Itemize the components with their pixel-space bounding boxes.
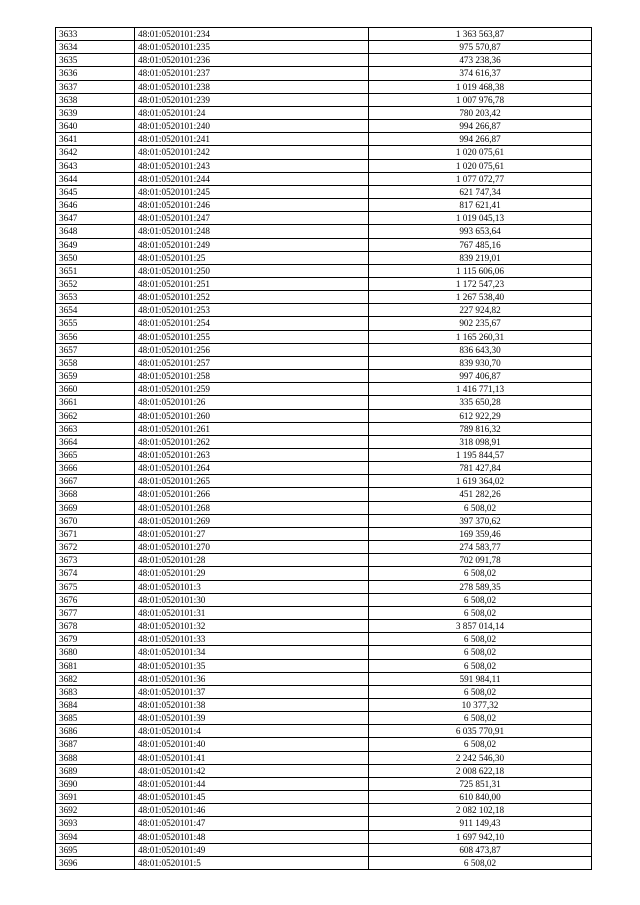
table-row (56, 804, 592, 817)
cadastral-value: 10 377,32 (369, 698, 592, 711)
cadastral-value: 1 019 468,38 (369, 80, 592, 93)
cadastral-value: 911 149,43 (369, 817, 592, 830)
row-number: 3665 (56, 449, 135, 462)
table-row (56, 791, 592, 804)
table-row (56, 646, 592, 659)
cadastral-number: 48:01:0520101:254 (135, 317, 369, 330)
table-row (56, 199, 592, 212)
cadastral-number: 48:01:0520101:248 (135, 225, 369, 238)
cadastral-value: 1 619 364,02 (369, 475, 592, 488)
table-row (56, 462, 592, 475)
cadastral-number: 48:01:0520101:237 (135, 67, 369, 80)
cadastral-value: 2 008 622,18 (369, 764, 592, 777)
cadastral-number: 48:01:0520101:255 (135, 330, 369, 343)
cadastral-value: 1 697 942,10 (369, 830, 592, 843)
table-row (56, 251, 592, 264)
row-number: 3681 (56, 659, 135, 672)
cadastral-number: 48:01:0520101:264 (135, 462, 369, 475)
cadastral-number: 48:01:0520101:37 (135, 685, 369, 698)
table-row (56, 225, 592, 238)
cadastral-number: 48:01:0520101:45 (135, 791, 369, 804)
row-number: 3644 (56, 172, 135, 185)
cadastral-number: 48:01:0520101:39 (135, 712, 369, 725)
cadastral-value: 2 242 546,30 (369, 751, 592, 764)
row-number: 3677 (56, 606, 135, 619)
table-row (56, 541, 592, 554)
cadastral-value: 994 266,87 (369, 133, 592, 146)
row-number: 3638 (56, 93, 135, 106)
table-row (56, 830, 592, 843)
row-number: 3653 (56, 291, 135, 304)
row-number: 3689 (56, 764, 135, 777)
cadastral-number: 48:01:0520101:236 (135, 54, 369, 67)
table-row (56, 580, 592, 593)
cadastral-number: 48:01:0520101:32 (135, 620, 369, 633)
table-row (56, 277, 592, 290)
table-row (56, 304, 592, 317)
row-number: 3694 (56, 830, 135, 843)
cadastral-value: 278 589,35 (369, 580, 592, 593)
cadastral-number: 48:01:0520101:252 (135, 291, 369, 304)
table-row (56, 606, 592, 619)
cadastral-number: 48:01:0520101:256 (135, 343, 369, 356)
row-number: 3678 (56, 620, 135, 633)
cadastral-value: 1 007 976,78 (369, 93, 592, 106)
row-number: 3663 (56, 422, 135, 435)
row-number: 3633 (56, 28, 135, 41)
row-number: 3682 (56, 672, 135, 685)
cadastral-number: 48:01:0520101:270 (135, 541, 369, 554)
cadastral-value: 1 077 072,77 (369, 172, 592, 185)
cadastral-number: 48:01:0520101:251 (135, 277, 369, 290)
row-number: 3680 (56, 646, 135, 659)
cadastral-number: 48:01:0520101:5 (135, 856, 369, 869)
row-number: 3695 (56, 843, 135, 856)
cadastral-value: 1 416 771,13 (369, 383, 592, 396)
cadastral-value: 6 508,02 (369, 606, 592, 619)
cadastral-value: 1 267 538,40 (369, 291, 592, 304)
table-row (56, 738, 592, 751)
cadastral-value: 1 019 045,13 (369, 212, 592, 225)
row-number: 3666 (56, 462, 135, 475)
cadastral-value: 994 266,87 (369, 120, 592, 133)
cadastral-number: 48:01:0520101:240 (135, 120, 369, 133)
row-number: 3643 (56, 159, 135, 172)
row-number: 3688 (56, 751, 135, 764)
cadastral-number: 48:01:0520101:268 (135, 501, 369, 514)
cadastral-number: 48:01:0520101:234 (135, 28, 369, 41)
cadastral-value: 789 816,32 (369, 422, 592, 435)
cadastral-value: 1 020 075,61 (369, 159, 592, 172)
cadastral-value: 6 508,02 (369, 659, 592, 672)
cadastral-value: 227 924,82 (369, 304, 592, 317)
table-row (56, 396, 592, 409)
row-number: 3668 (56, 488, 135, 501)
row-number: 3679 (56, 633, 135, 646)
cadastral-value: 2 082 102,18 (369, 804, 592, 817)
table-row (56, 527, 592, 540)
table-row (56, 593, 592, 606)
cadastral-number: 48:01:0520101:235 (135, 41, 369, 54)
cadastral-number: 48:01:0520101:3 (135, 580, 369, 593)
table-row (56, 133, 592, 146)
row-number: 3662 (56, 409, 135, 422)
row-number: 3641 (56, 133, 135, 146)
table-row (56, 370, 592, 383)
table-row (56, 712, 592, 725)
cadastral-number: 48:01:0520101:253 (135, 304, 369, 317)
cadastral-number: 48:01:0520101:258 (135, 370, 369, 383)
row-number: 3647 (56, 212, 135, 225)
row-number: 3683 (56, 685, 135, 698)
table-row (56, 343, 592, 356)
row-number: 3687 (56, 738, 135, 751)
table-row (56, 356, 592, 369)
cadastral-number: 48:01:0520101:265 (135, 475, 369, 488)
table-row (56, 185, 592, 198)
cadastral-number: 48:01:0520101:261 (135, 422, 369, 435)
row-number: 3692 (56, 804, 135, 817)
cadastral-value: 6 508,02 (369, 633, 592, 646)
table-row (56, 317, 592, 330)
cadastral-number: 48:01:0520101:249 (135, 238, 369, 251)
table-row (56, 330, 592, 343)
table-row (56, 449, 592, 462)
table-row (56, 238, 592, 251)
cadastral-value: 1 363 563,87 (369, 28, 592, 41)
table-row (56, 106, 592, 119)
cadastral-value: 702 091,78 (369, 554, 592, 567)
cadastral-number: 48:01:0520101:26 (135, 396, 369, 409)
row-number: 3658 (56, 356, 135, 369)
cadastral-value: 767 485,16 (369, 238, 592, 251)
table-row (56, 843, 592, 856)
table-row (56, 291, 592, 304)
row-number: 3646 (56, 199, 135, 212)
row-number: 3657 (56, 343, 135, 356)
cadastral-value: 473 238,36 (369, 54, 592, 67)
cadastral-value: 902 235,67 (369, 317, 592, 330)
table-row (56, 435, 592, 448)
row-number: 3640 (56, 120, 135, 133)
row-number: 3669 (56, 501, 135, 514)
cadastral-number: 48:01:0520101:29 (135, 567, 369, 580)
cadastral-number: 48:01:0520101:36 (135, 672, 369, 685)
table-row (56, 172, 592, 185)
table-row (56, 620, 592, 633)
table-row (56, 672, 592, 685)
table-row (56, 633, 592, 646)
row-number: 3654 (56, 304, 135, 317)
table-row (56, 817, 592, 830)
cadastral-value: 975 570,87 (369, 41, 592, 54)
row-number: 3648 (56, 225, 135, 238)
table-row (56, 146, 592, 159)
row-number: 3642 (56, 146, 135, 159)
cadastral-number: 48:01:0520101:42 (135, 764, 369, 777)
cadastral-value: 780 203,42 (369, 106, 592, 119)
cadastral-value: 993 653,64 (369, 225, 592, 238)
table-row (56, 751, 592, 764)
cadastral-value: 1 172 547,23 (369, 277, 592, 290)
cadastral-value: 621 747,34 (369, 185, 592, 198)
cadastral-value: 274 583,77 (369, 541, 592, 554)
cadastral-number: 48:01:0520101:28 (135, 554, 369, 567)
cadastral-number: 48:01:0520101:35 (135, 659, 369, 672)
table-row (56, 93, 592, 106)
row-number: 3693 (56, 817, 135, 830)
cadastral-number: 48:01:0520101:47 (135, 817, 369, 830)
cadastral-number: 48:01:0520101:33 (135, 633, 369, 646)
cadastral-number: 48:01:0520101:250 (135, 264, 369, 277)
row-number: 3649 (56, 238, 135, 251)
table-row (56, 685, 592, 698)
cadastral-value: 6 508,02 (369, 856, 592, 869)
table-row (56, 159, 592, 172)
row-number: 3672 (56, 541, 135, 554)
cadastral-number: 48:01:0520101:241 (135, 133, 369, 146)
row-number: 3671 (56, 527, 135, 540)
row-number: 3667 (56, 475, 135, 488)
row-number: 3637 (56, 80, 135, 93)
row-number: 3691 (56, 791, 135, 804)
table-row (56, 264, 592, 277)
cadastral-number: 48:01:0520101:245 (135, 185, 369, 198)
cadastral-number: 48:01:0520101:266 (135, 488, 369, 501)
table-row (56, 409, 592, 422)
table-row (56, 777, 592, 790)
cadastral-number: 48:01:0520101:49 (135, 843, 369, 856)
table-body (56, 28, 592, 870)
cadastral-number: 48:01:0520101:46 (135, 804, 369, 817)
cadastral-number: 48:01:0520101:247 (135, 212, 369, 225)
row-number: 3645 (56, 185, 135, 198)
row-number: 3684 (56, 698, 135, 711)
cadastral-number: 48:01:0520101:27 (135, 527, 369, 540)
cadastral-number: 48:01:0520101:25 (135, 251, 369, 264)
row-number: 3664 (56, 435, 135, 448)
cadastral-number: 48:01:0520101:34 (135, 646, 369, 659)
table-row (56, 501, 592, 514)
cadastral-value: 839 930,70 (369, 356, 592, 369)
cadastral-number: 48:01:0520101:243 (135, 159, 369, 172)
cadastral-number: 48:01:0520101:263 (135, 449, 369, 462)
table-row (56, 422, 592, 435)
row-number: 3675 (56, 580, 135, 593)
cadastral-value: 6 508,02 (369, 567, 592, 580)
cadastral-number: 48:01:0520101:242 (135, 146, 369, 159)
table-row (56, 41, 592, 54)
table-row (56, 383, 592, 396)
cadastral-value: 6 508,02 (369, 646, 592, 659)
cadastral-value: 6 035 770,91 (369, 725, 592, 738)
cadastral-number: 48:01:0520101:259 (135, 383, 369, 396)
table-row (56, 514, 592, 527)
cadastral-number: 48:01:0520101:30 (135, 593, 369, 606)
cadastral-number: 48:01:0520101:41 (135, 751, 369, 764)
cadastral-value: 318 098,91 (369, 435, 592, 448)
cadastral-number: 48:01:0520101:260 (135, 409, 369, 422)
row-number: 3660 (56, 383, 135, 396)
cadastral-value: 6 508,02 (369, 593, 592, 606)
cadastral-number: 48:01:0520101:244 (135, 172, 369, 185)
table-row (56, 120, 592, 133)
row-number: 3635 (56, 54, 135, 67)
cadastral-value: 836 643,30 (369, 343, 592, 356)
cadastral-number: 48:01:0520101:257 (135, 356, 369, 369)
table-row (56, 488, 592, 501)
cadastral-value: 451 282,26 (369, 488, 592, 501)
row-number: 3661 (56, 396, 135, 409)
row-number: 3696 (56, 856, 135, 869)
cadastral-value: 169 359,46 (369, 527, 592, 540)
cadastral-value: 610 840,00 (369, 791, 592, 804)
cadastral-number: 48:01:0520101:269 (135, 514, 369, 527)
cadastral-value: 1 020 075,61 (369, 146, 592, 159)
cadastral-value: 612 922,29 (369, 409, 592, 422)
cadastral-number: 48:01:0520101:24 (135, 106, 369, 119)
table-row (56, 659, 592, 672)
cadastral-number: 48:01:0520101:48 (135, 830, 369, 843)
cadastral-value: 397 370,62 (369, 514, 592, 527)
row-number: 3685 (56, 712, 135, 725)
table-row (56, 554, 592, 567)
row-number: 3636 (56, 67, 135, 80)
cadastral-value: 1 165 260,31 (369, 330, 592, 343)
cadastral-number: 48:01:0520101:262 (135, 435, 369, 448)
cadastral-value: 335 650,28 (369, 396, 592, 409)
row-number: 3659 (56, 370, 135, 383)
table-row (56, 856, 592, 869)
cadastral-number: 48:01:0520101:40 (135, 738, 369, 751)
cadastral-value: 817 621,41 (369, 199, 592, 212)
table-row (56, 475, 592, 488)
cadastral-value: 6 508,02 (369, 712, 592, 725)
table-row (56, 28, 592, 41)
row-number: 3655 (56, 317, 135, 330)
cadastral-number: 48:01:0520101:38 (135, 698, 369, 711)
cadastral-number: 48:01:0520101:44 (135, 777, 369, 790)
cadastral-value: 6 508,02 (369, 501, 592, 514)
cadastral-value: 1 115 606,06 (369, 264, 592, 277)
row-number: 3690 (56, 777, 135, 790)
table-row (56, 698, 592, 711)
cadastral-number: 48:01:0520101:4 (135, 725, 369, 738)
cadastral-value: 781 427,84 (369, 462, 592, 475)
cadastral-value: 591 984,11 (369, 672, 592, 685)
cadastral-value: 3 857 014,14 (369, 620, 592, 633)
row-number: 3686 (56, 725, 135, 738)
row-number: 3673 (56, 554, 135, 567)
cadastral-number: 48:01:0520101:31 (135, 606, 369, 619)
row-number: 3676 (56, 593, 135, 606)
table-row (56, 212, 592, 225)
row-number: 3651 (56, 264, 135, 277)
row-number: 3674 (56, 567, 135, 580)
cadastral-value: 374 616,37 (369, 67, 592, 80)
cadastral-value: 608 473,87 (369, 843, 592, 856)
table-row (56, 67, 592, 80)
cadastral-number: 48:01:0520101:238 (135, 80, 369, 93)
cadastral-value-table (55, 27, 592, 870)
row-number: 3639 (56, 106, 135, 119)
table-row (56, 725, 592, 738)
row-number: 3656 (56, 330, 135, 343)
table-row (56, 764, 592, 777)
cadastral-value: 1 195 844,57 (369, 449, 592, 462)
row-number: 3650 (56, 251, 135, 264)
cadastral-value: 6 508,02 (369, 685, 592, 698)
table-row (56, 54, 592, 67)
row-number: 3652 (56, 277, 135, 290)
cadastral-number: 48:01:0520101:239 (135, 93, 369, 106)
cadastral-value: 725 851,31 (369, 777, 592, 790)
cadastral-value: 6 508,02 (369, 738, 592, 751)
row-number: 3670 (56, 514, 135, 527)
table-row (56, 567, 592, 580)
row-number: 3634 (56, 41, 135, 54)
cadastral-number: 48:01:0520101:246 (135, 199, 369, 212)
table-row (56, 80, 592, 93)
cadastral-value: 839 219,01 (369, 251, 592, 264)
cadastral-value: 997 406,87 (369, 370, 592, 383)
